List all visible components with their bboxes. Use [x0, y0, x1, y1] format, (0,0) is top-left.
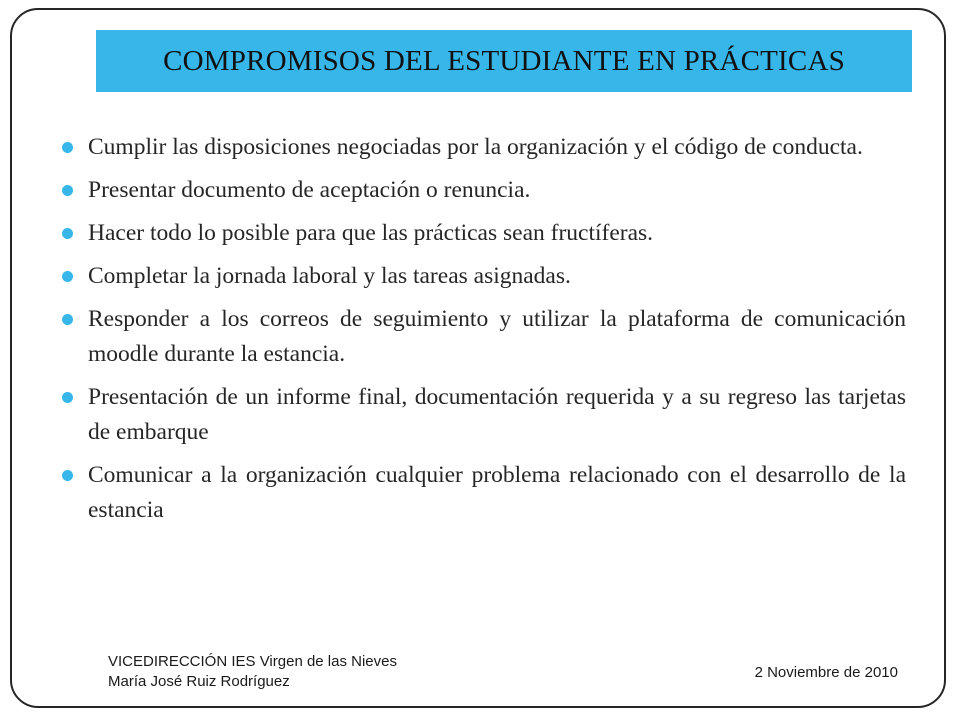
footer-name: María José Ruiz Rodríguez	[108, 673, 290, 690]
bullet-item	[58, 458, 906, 528]
bullet-dot-icon	[62, 228, 73, 239]
bullet-dot-icon	[62, 470, 73, 481]
bullet-list	[58, 130, 906, 536]
bullet-dot-icon	[62, 392, 73, 403]
bullet-text: Cumplir las disposiciones negociadas por la organización y el código de conducta.	[88, 134, 863, 160]
footer-institution: VICEDIRECCIÓN IES Virgen de las Nieves	[108, 653, 397, 670]
bullet-dot-icon	[62, 185, 73, 196]
bullet-text: Hacer todo lo posible para que las prácticas sean fructíferas.	[88, 220, 654, 246]
bullet-text: Presentación de un informe final, documentación requerida y a su regreso las tarjetas de embarque	[88, 384, 906, 445]
footer-author	[108, 652, 397, 692]
title-bar	[96, 30, 912, 92]
bullet-item	[58, 173, 906, 208]
bullet-item	[58, 216, 906, 251]
bullet-dot-icon	[62, 271, 73, 282]
footer-date: 2 Noviembre de 2010	[754, 664, 898, 681]
bullet-dot-icon	[62, 142, 73, 153]
bullet-item	[58, 302, 906, 372]
slide-title: COMPROMISOS DEL ESTUDIANTE EN PRÁCTICAS	[163, 44, 845, 77]
bullet-item	[58, 259, 906, 294]
bullet-item	[58, 130, 906, 165]
bullet-text: Comunicar a la organización cualquier problema relacionado con el desarrollo de la estancia	[88, 462, 906, 523]
bullet-text: Presentar documento de aceptación o renuncia.	[88, 177, 531, 203]
bullet-text: Completar la jornada laboral y las tareas asignadas.	[88, 263, 571, 289]
bullet-item	[58, 380, 906, 450]
bullet-dot-icon	[62, 314, 73, 325]
bullet-text: Responder a los correos de seguimiento y utilizar la plataforma de comunicación moodle durante la estancia.	[88, 306, 906, 367]
